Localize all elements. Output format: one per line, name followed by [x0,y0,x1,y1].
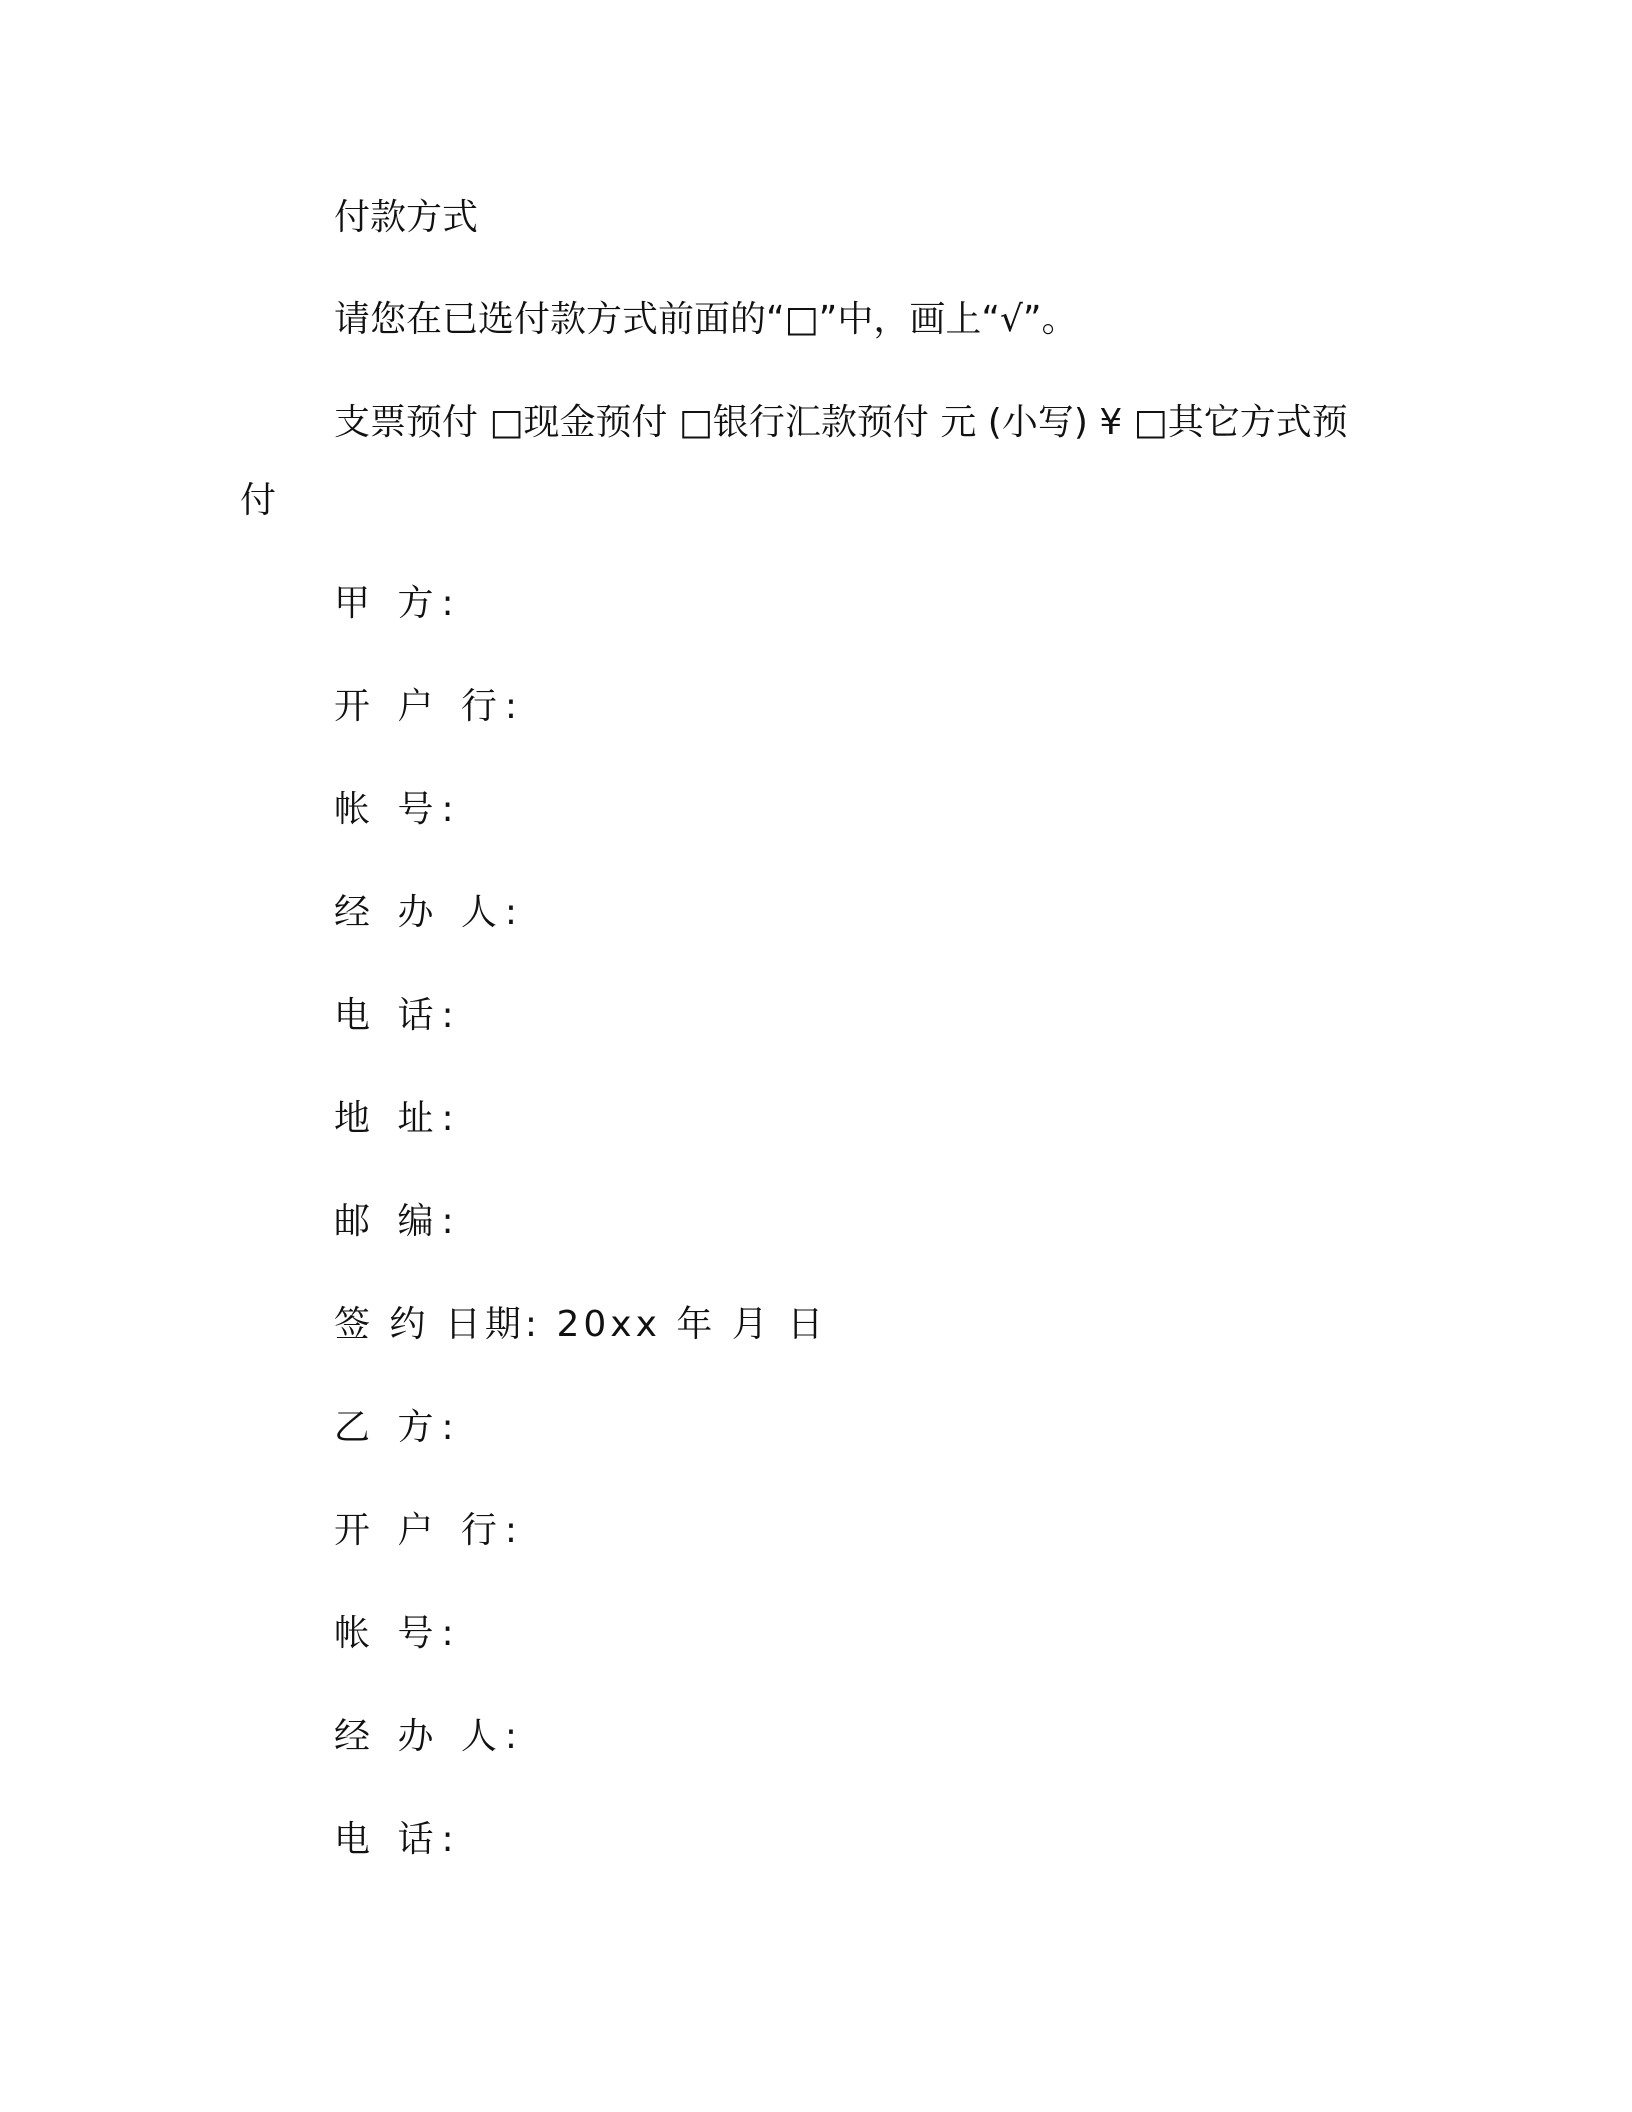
section-heading: 付款方式 [334,197,479,238]
party-a-phone-label: 电 话: [334,995,462,1036]
party-b-agent-label: 经 办 人: [334,1716,526,1757]
sign-date-line: 签 约 日期: 20xx 年 月 日 [334,1304,828,1345]
payment-options-line-2: 付 [240,480,277,521]
party-a-label: 甲 方: [334,583,462,624]
party-b-label: 乙 方: [334,1407,462,1448]
party-a-bank-label: 开 户 行: [334,686,526,727]
party-b-account-label: 帐 号: [334,1613,462,1654]
party-a-account-label: 帐 号: [334,789,462,830]
party-a-agent-label: 经 办 人: [334,892,526,933]
party-b-bank-label: 开 户 行: [334,1510,526,1551]
party-b-phone-label: 电 话: [334,1819,462,1860]
instruction-text: 请您在已选付款方式前面的“□”中，画上“√”。 [334,299,1078,340]
party-a-postcode-label: 邮 编: [334,1201,462,1242]
party-a-address-label: 地 址: [334,1098,462,1139]
payment-options-line-1: 支票预付 □现金预付 □银行汇款预付 元 (小写) ¥ □其它方式预 [334,402,1348,443]
